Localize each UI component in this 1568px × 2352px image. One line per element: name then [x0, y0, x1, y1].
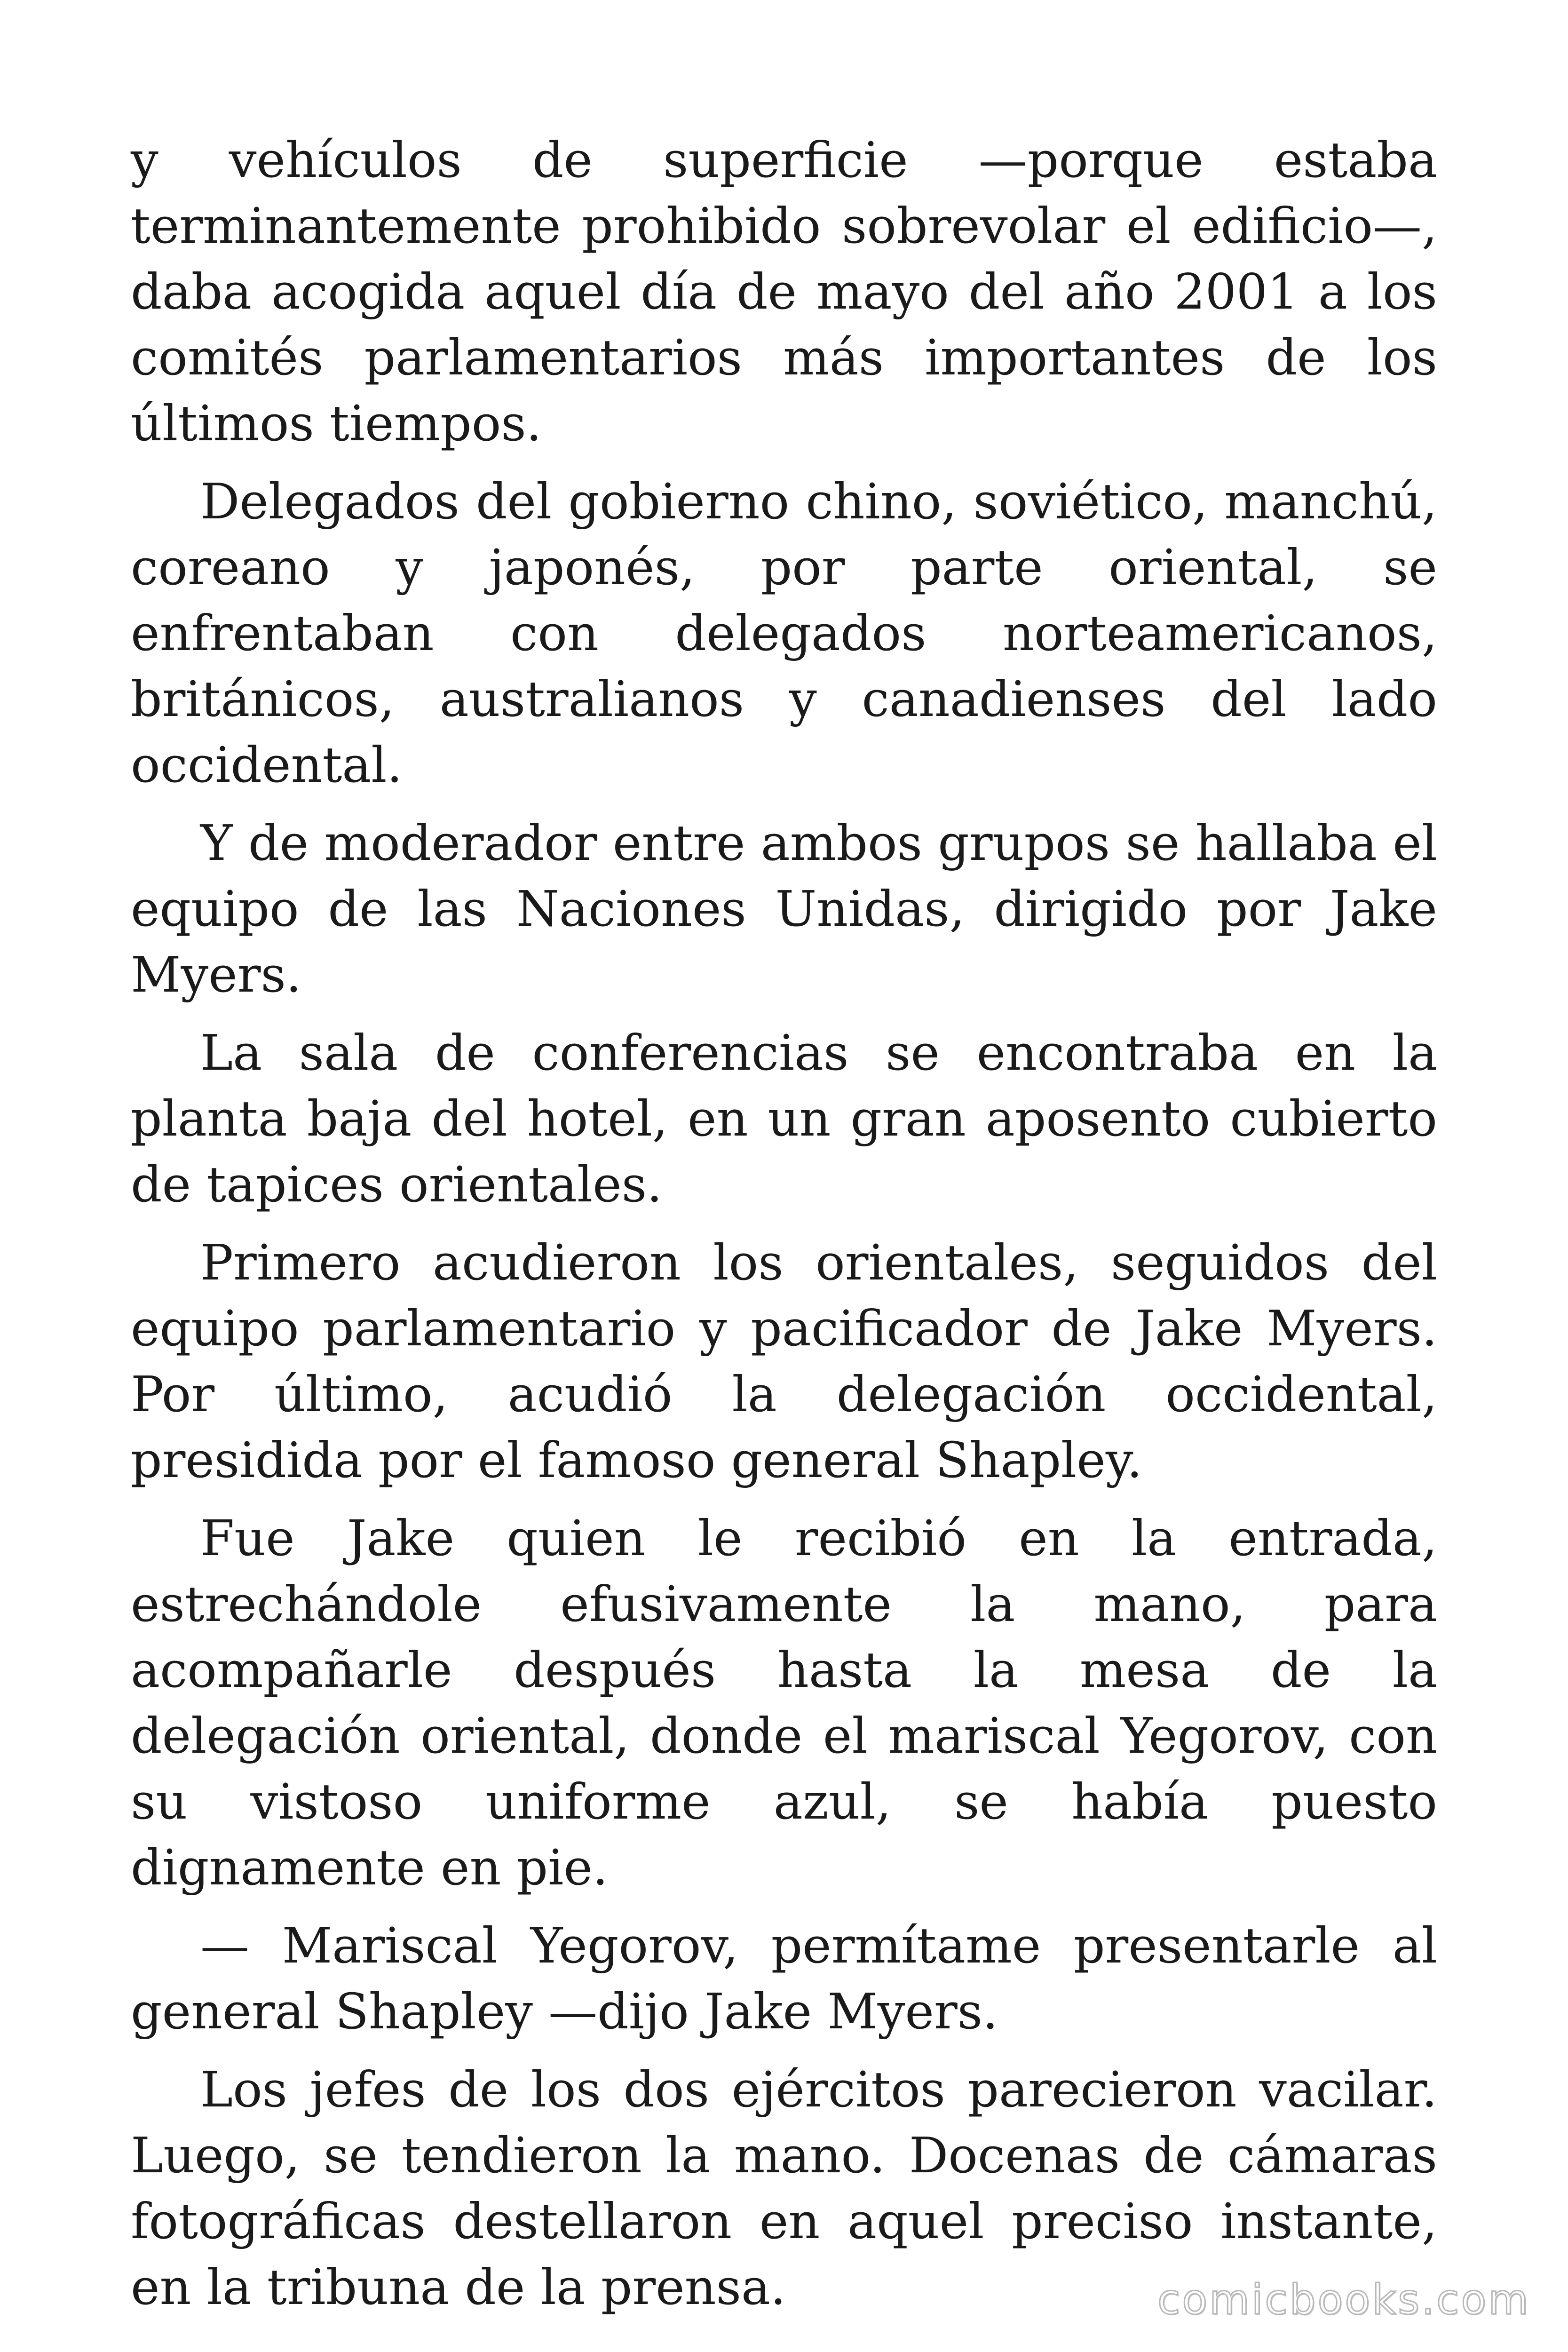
paragraph: Y de moderador entre ambos grupos se hallaba el equipo de las Naciones Unidas, dirigido por Jake Myers. [131, 814, 1437, 1003]
watermark: comicbooks.com [1157, 2275, 1530, 2324]
paragraph: Primero acudieron los orientales, seguidos del equipo parlamentario y pacificador de Jake Myers. Por último, acudió la delegación occidental, presidida por el famoso general Shapley. [131, 1234, 1437, 1489]
paragraph: — Mariscal Yegorov, permítame presentarle al general Shapley —dijo Jake Myers. [131, 1917, 1437, 2040]
book-page-text [131, 127, 1437, 2332]
paragraph: La sala de conferencias se encontraba en la planta baja del hotel, en un gran aposento cubierto de tapices orientales. [131, 1024, 1437, 1213]
paragraph: Los jefes de los dos ejércitos parecieron vacilar. Luego, se tendieron la mano. Docenas de cámaras fotográficas destellaron en aquel preciso instante, en la tribuna de la prensa. [131, 2061, 1437, 2316]
paragraph: y vehículos de superficie —porque estaba terminantemente prohibido sobrevolar el edificio—, daba acogida aquel día de mayo del año 2001 a los comités parlamentarios más importantes de los últimos tiempos. [131, 131, 1437, 452]
paragraph: Fue Jake quien le recibió en la entrada, estrechándole efusivamente la mano, para acompañarle después hasta la mesa de la delegación oriental, donde el mariscal Yegorov, con su vistoso uniforme azul, se había puesto dignamente en pie. [131, 1510, 1437, 1896]
paragraph: Delegados del gobierno chino, soviético, manchú, coreano y japonés, por parte oriental, se enfrentaban con delegados norteamericanos, británicos, australianos y canadienses del lado occidental. [131, 473, 1437, 794]
